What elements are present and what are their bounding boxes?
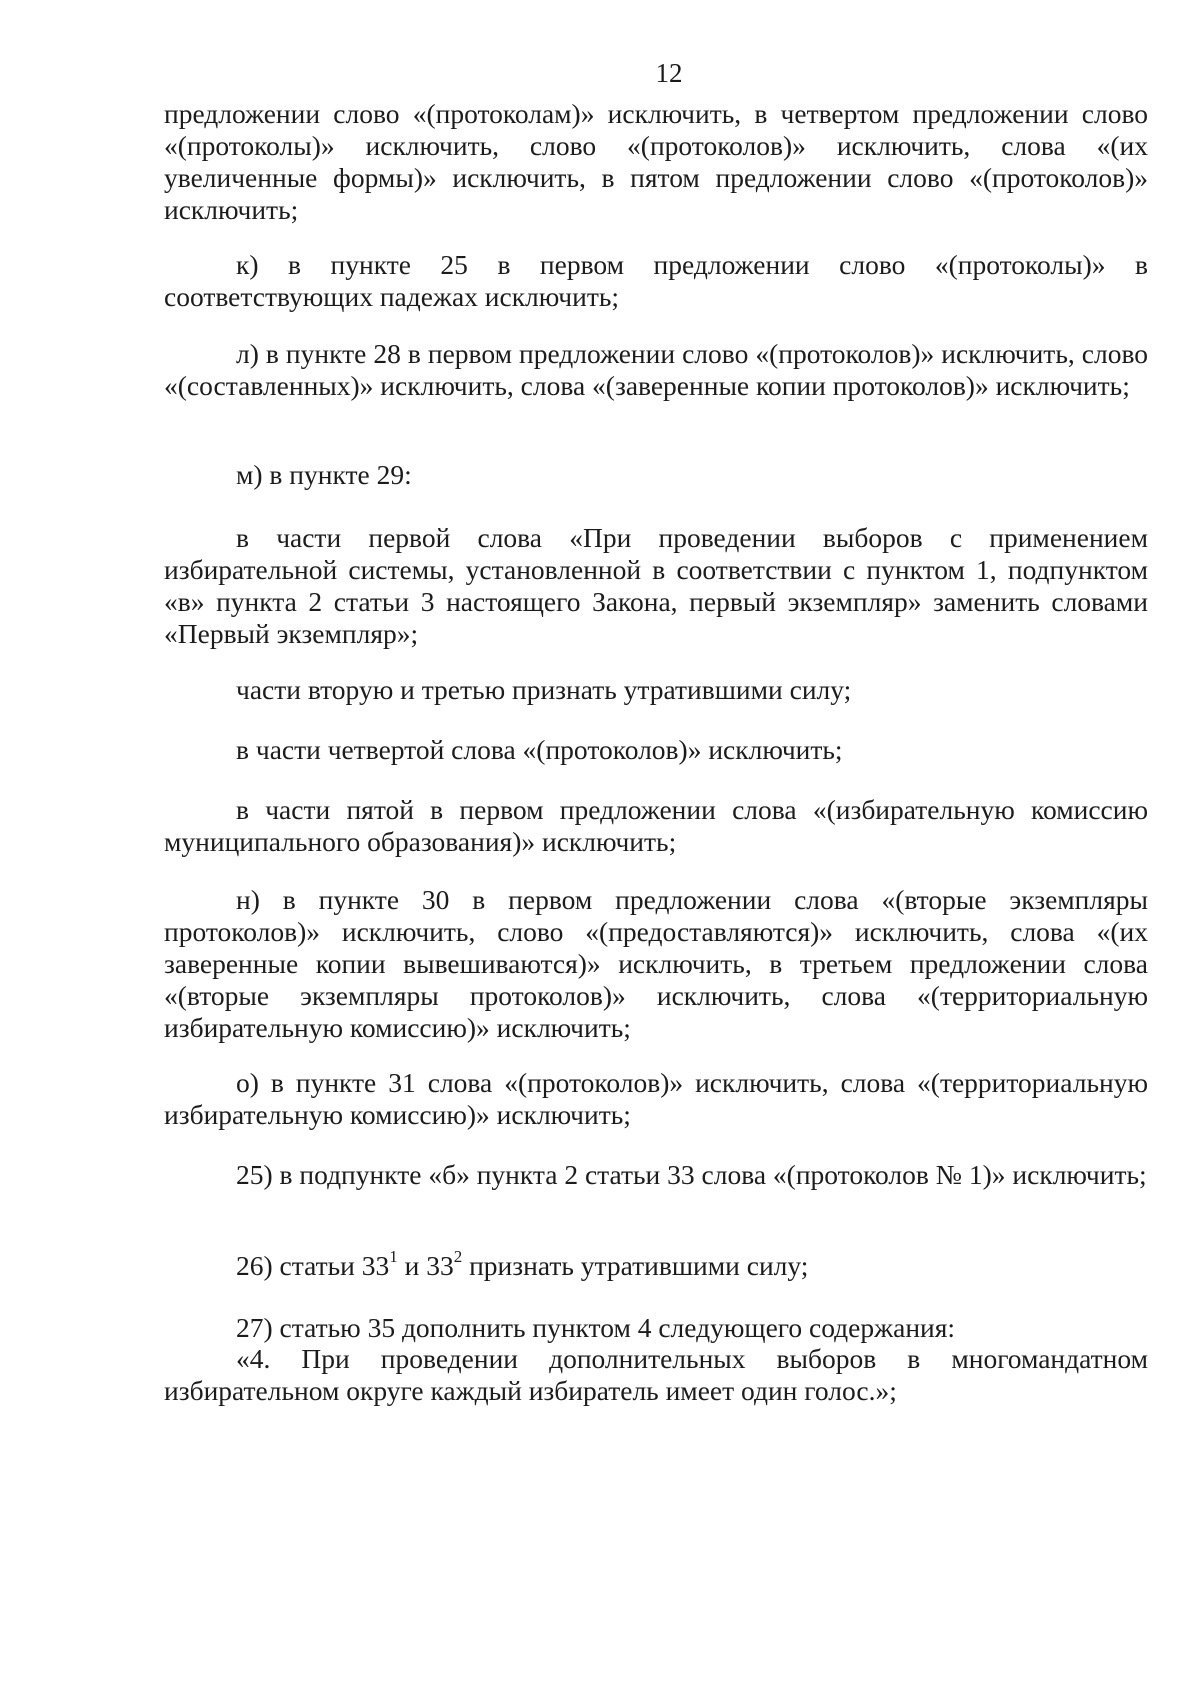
paragraph-item-25: 25) в подпункте «б» пункта 2 статьи 33 слова «(протоколов № 1)» исключить; [236,1159,1147,1190]
paragraph-continuation: предложении слово «(протоколам)» исключить, в четвертом предложении слово «(протоколы)» исключить, слово «(протоколов)» исключить, слова «(их увеличенные формы)» исключить, в пятом предложении слово «(протоколов)» исключить; [164,98,1148,225]
paragraph-part-four: в части четвертой слова «(протоколов)» исключить; [236,734,843,765]
paragraph-item-26 [164,1246,1148,1282]
item-26-superscript-2: 2 [453,1246,463,1266]
item-26-text-after: признать утратившими силу; [462,1250,809,1281]
page-number: 12 [655,58,683,88]
paragraph-quoted-point-4: «4. При проведении дополнительных выборов в многомандатном избирательном округе каждый избиратель имеет один голос.»; [164,1343,1148,1406]
paragraph-item-l: л) в пункте 28 в первом предложении слово «(протоколов)» исключить, слово «(составленных)» исключить, слова «(заверенные копии протоколов)» исключить; [164,338,1148,401]
paragraph-item-o: о) в пункте 31 слова «(протоколов)» исключить, слова «(территориальную избирательную комиссию)» исключить; [164,1067,1148,1130]
paragraph-item-k: к) в пункте 25 в первом предложении слово «(протоколы)» в соответствующих падежах исключить; [164,249,1148,312]
paragraph-parts-two-three: части вторую и третью признать утратившими силу; [236,674,852,705]
item-26-text-middle: и 33 [397,1250,454,1281]
paragraph-part-five: в части пятой в первом предложении слова «(избирательную комиссию муниципального образования)» исключить; [164,794,1148,857]
paragraph-item-m: м) в пункте 29: [236,459,412,490]
paragraph-item-n: н) в пункте 30 в первом предложении слова «(вторые экземпляры протоколов)» исключить, слово «(предоставляются)» исключить, слова «(их заверенные копии вывешиваются)» исключить, в третьем предложении слова «(вторые экземпляры протоколов)» исключить, слова «(территориальную избирательную комиссию)» исключить; [164,884,1148,1043]
paragraph-part-one: в части первой слова «При проведении выборов с применением избирательной системы, установленной в соответствии с пунктом 1, подпунктом «в» пункта 2 статьи 3 настоящего Закона, первый экземпляр» заменить словами «Первый экземпляр»; [164,522,1148,649]
item-26-superscript-1: 1 [389,1246,398,1266]
item-26-text-before: 26) статьи 33 [236,1250,390,1281]
paragraph-item-27: 27) статью 35 дополнить пунктом 4 следующего содержания: [236,1312,956,1343]
